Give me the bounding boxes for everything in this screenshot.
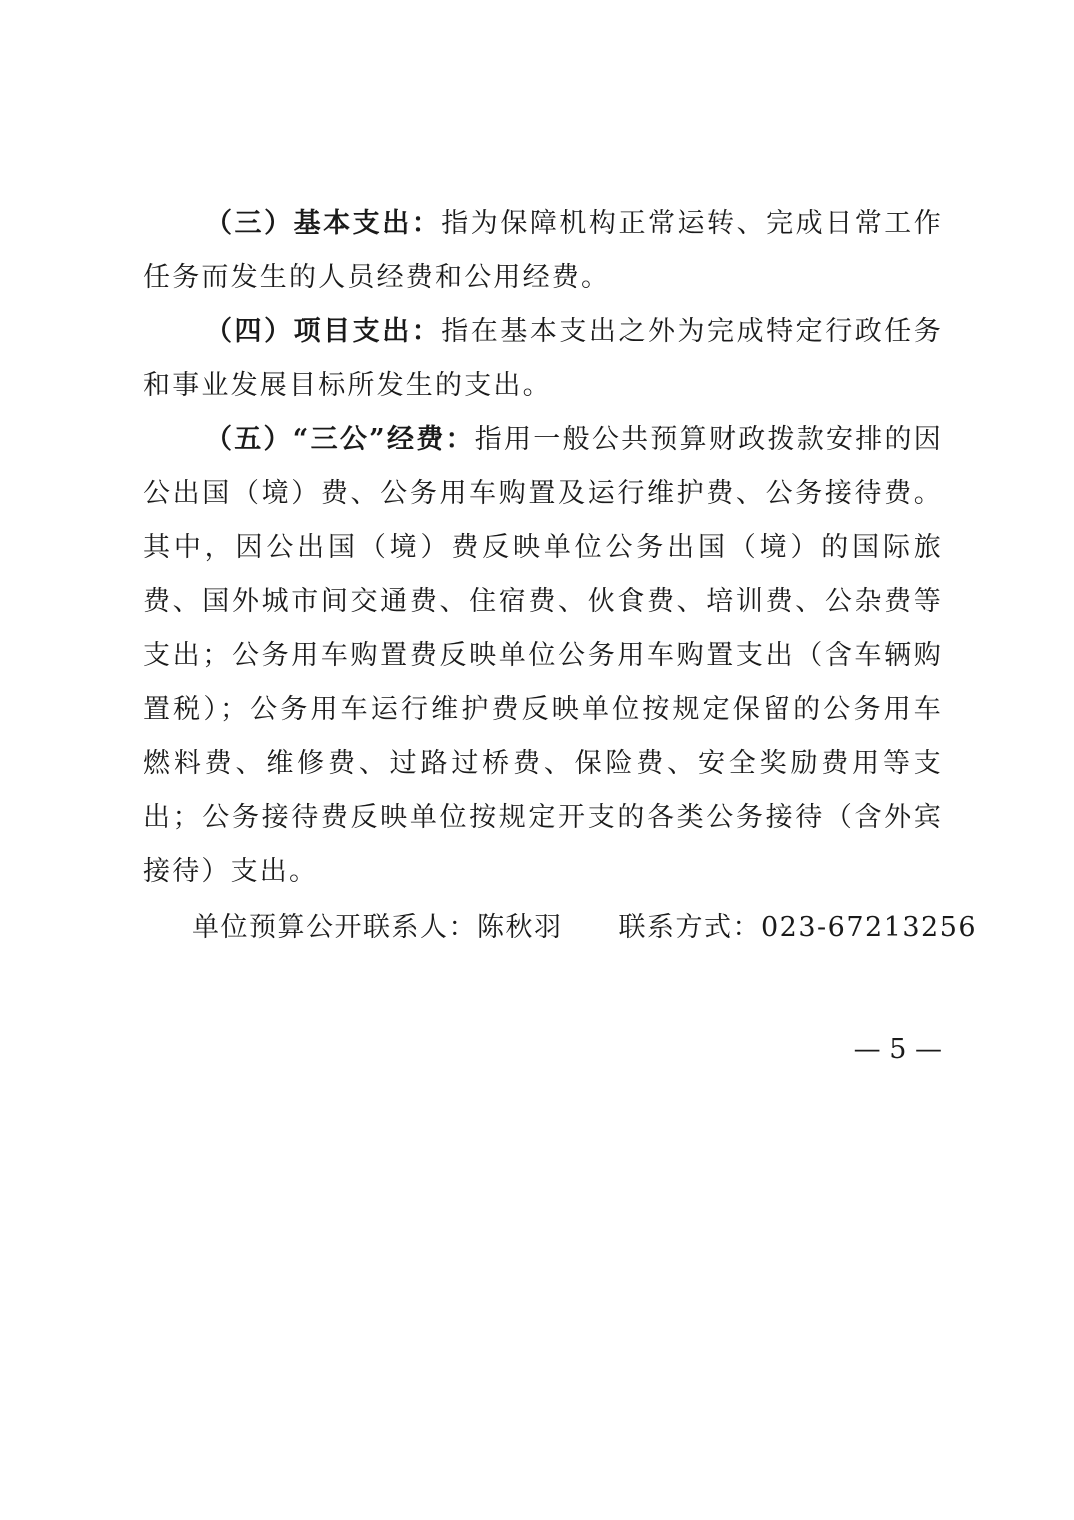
- paragraph-body: 指在基本支出之外为完成特定行政任务和事业发展目标所发生的支出。: [143, 316, 943, 401]
- contact-method-label: 联系方式：: [618, 912, 761, 943]
- paragraph-heading: （四）项目支出：: [205, 316, 442, 347]
- contact-phone: 023-67213256: [761, 912, 978, 943]
- paragraph-basic-expenditure: [143, 197, 943, 305]
- page-number: — 5 —: [853, 1034, 942, 1065]
- paragraph-heading: （五）“三公”经费：: [205, 424, 475, 455]
- paragraph-project-expenditure: [143, 305, 943, 413]
- contact-person-label: 单位预算公开联系人：: [192, 912, 477, 943]
- paragraph-body: 指用一般公共预算财政拨款安排的因公出国（境）费、公务用车购置及运行维护费、公务接待费。其中，因公出国（境）费反映单位公务出国（境）的国际旅费、国外城市间交通费、住宿费、伙食费、培训费、公杂费等支出；公务用车购置费反映单位公务用车购置支出（含车辆购置税）；公务用车运行维护费反映单位按规定保留的公务用车燃料费、维修费、过路过桥费、保险费、安全奖励费用等支出；公务接待费反映单位按规定开支的各类公务接待（含外宾接待）支出。: [143, 424, 944, 887]
- contact-person-name: 陈秋羽: [477, 912, 563, 943]
- paragraph-body: 指为保障机构正常运转、完成日常工作任务而发生的人员经费和公用经费。: [143, 208, 943, 293]
- contact-line: [192, 906, 977, 950]
- paragraph-heading: （三）基本支出：: [205, 208, 442, 239]
- paragraph-three-public-expenses: [143, 413, 943, 899]
